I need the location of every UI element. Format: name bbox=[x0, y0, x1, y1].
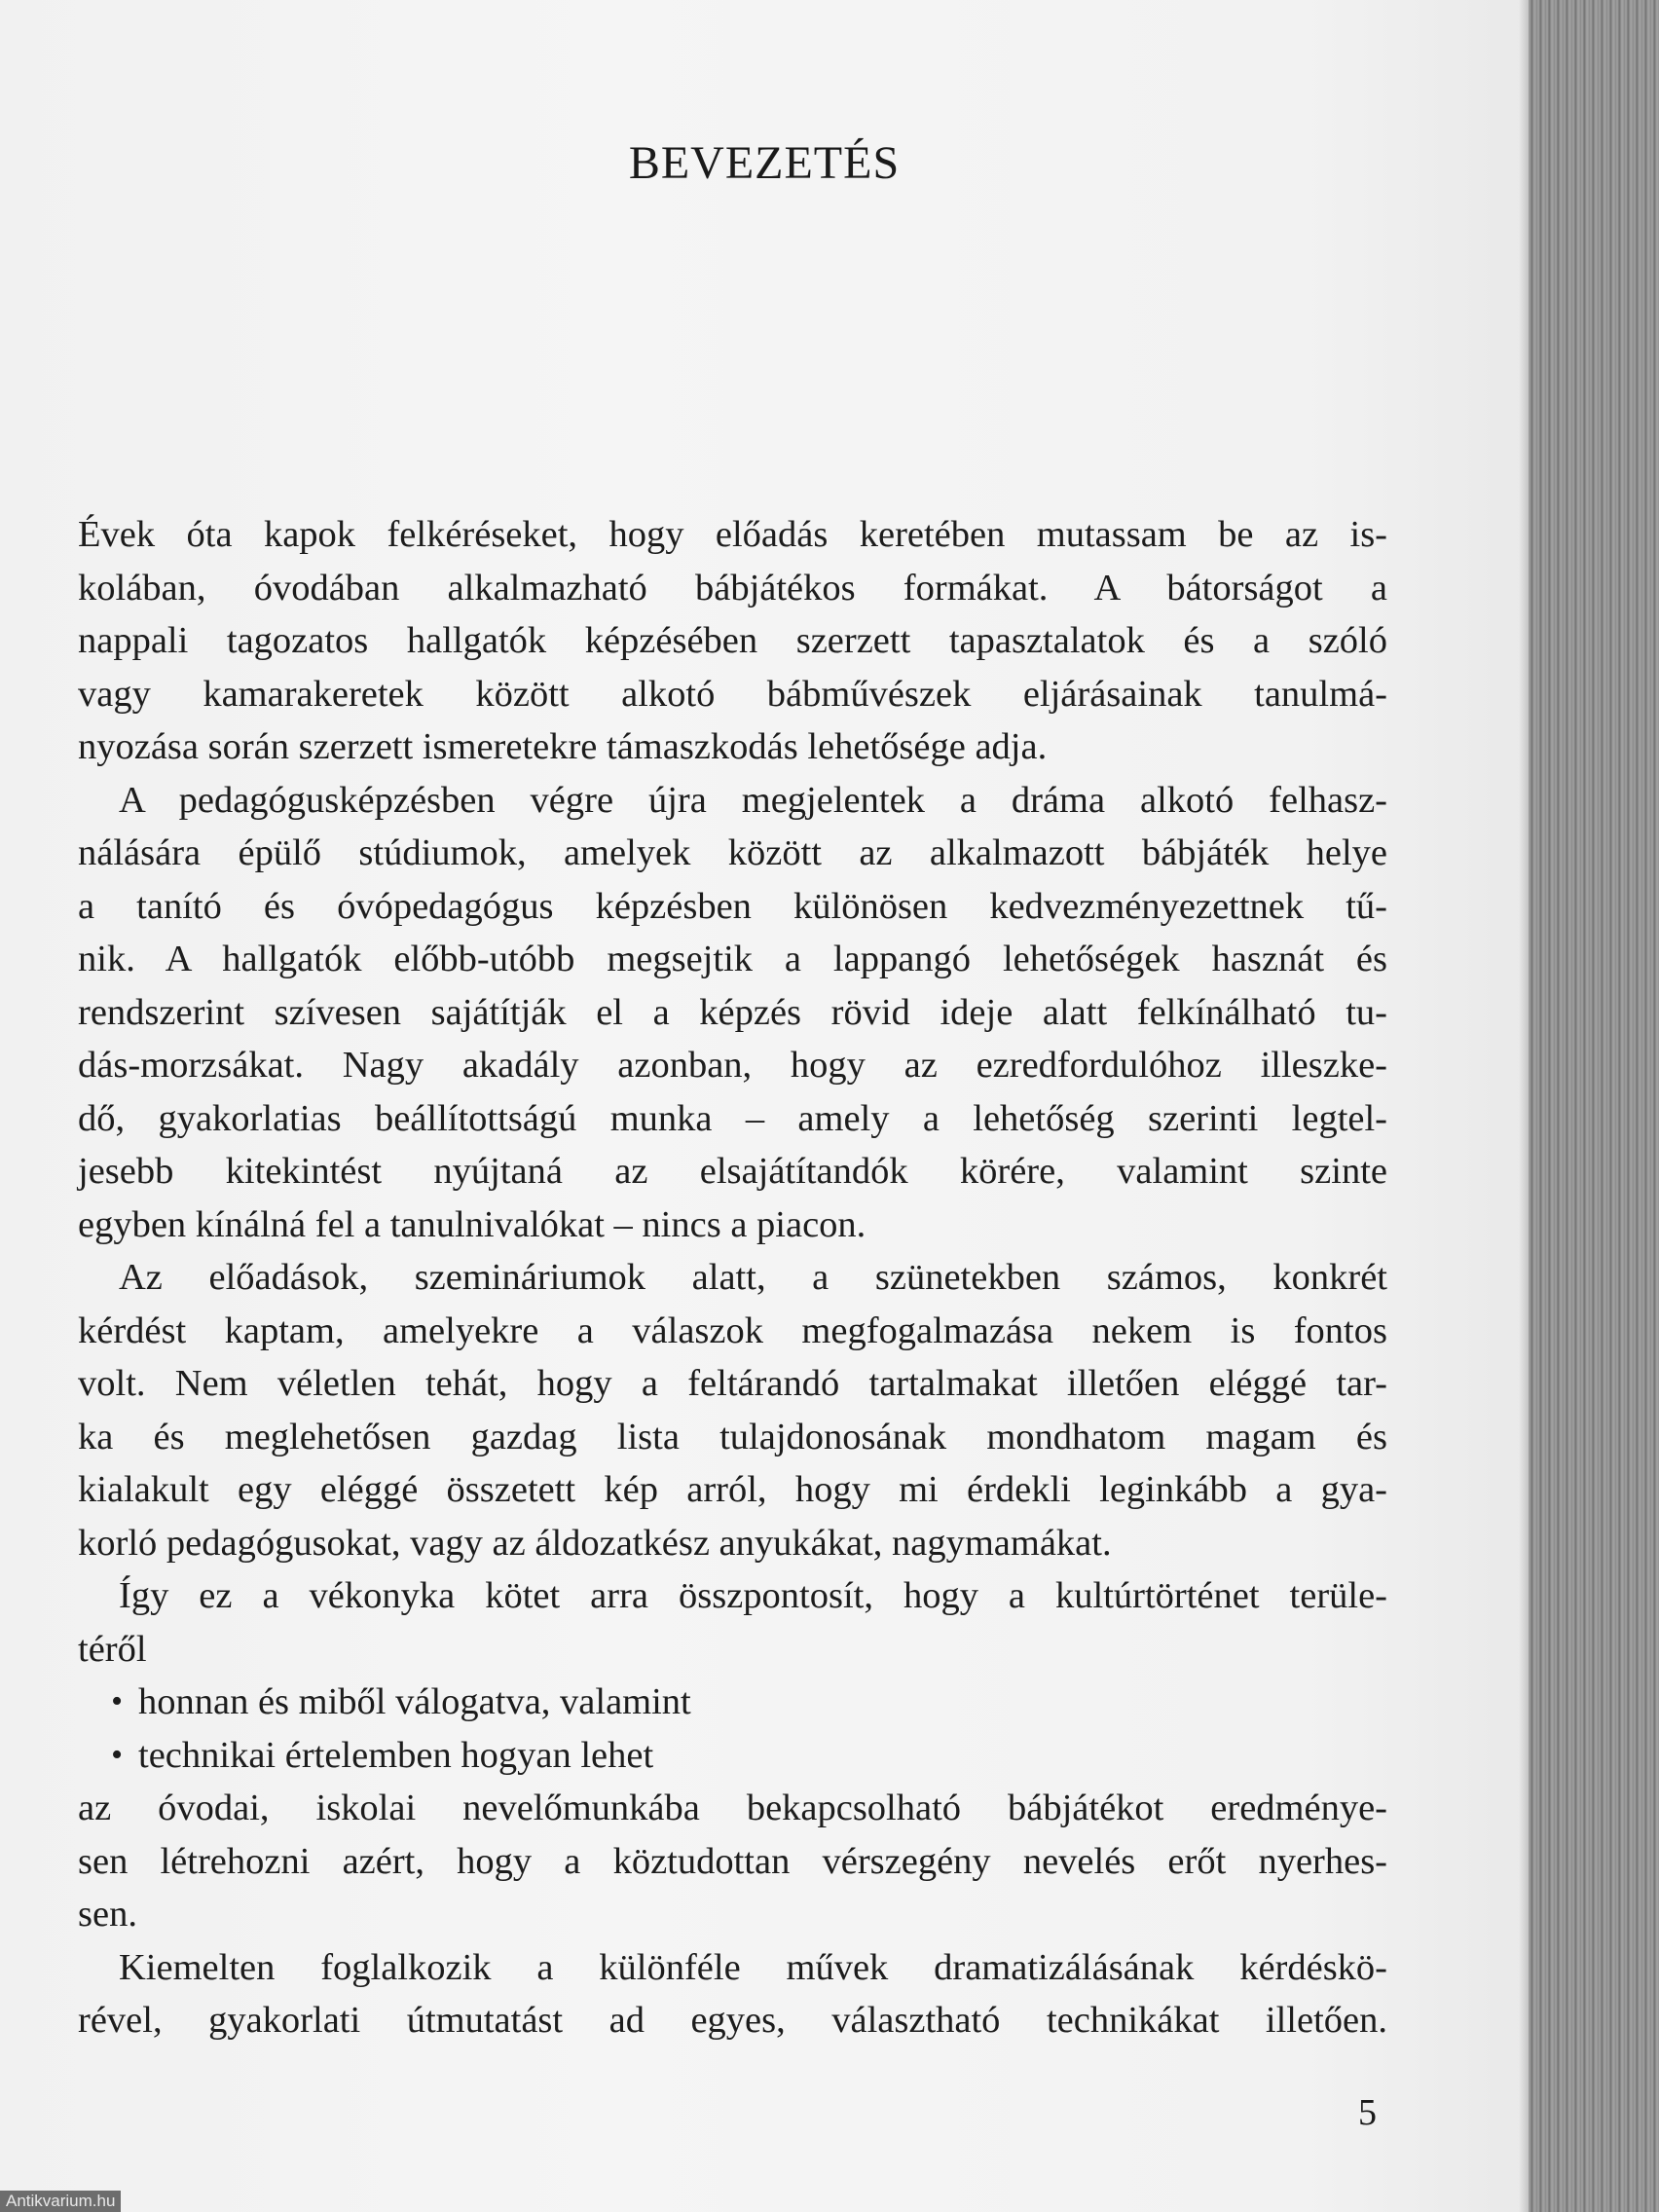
text-line: nik. A hallgatók előbb-utóbb megsejtik a lappangó lehetőségek hasznát és bbox=[78, 939, 1387, 979]
text-line: rével, gyakorlati útmutatást ad egyes, választható technikákat illetően. bbox=[78, 2000, 1387, 2041]
text-line: Az előadások, szemináriumok alatt, a szünetekben számos, konkrét bbox=[119, 1257, 1387, 1298]
text-line: rendszerint szívesen sajátítják el a képzés rövid ideje alatt felkínálható tu- bbox=[78, 991, 1387, 1033]
page-stack-edge bbox=[1529, 0, 1659, 2212]
paragraph-5 bbox=[78, 1782, 1387, 1941]
text-line: sen. bbox=[78, 1894, 137, 1935]
text-line: nappali tagozatos hallgatók képzésében szerzett tapasztalatok és a szóló bbox=[78, 620, 1387, 661]
text-line: a tanító és óvópedagógus képzésben különösen kedvezményezettnek tű- bbox=[78, 885, 1387, 927]
text-line: ka és meglehetősen gazdag lista tulajdonosának mondhatom magam és bbox=[78, 1416, 1387, 1457]
text-line: kolában, óvodában alkalmazható bábjátékos formákat. A bátorságot a bbox=[78, 567, 1387, 608]
text-line: kérdést kaptam, amelyekre a válaszok megfogalmazása nekem is fontos bbox=[78, 1309, 1387, 1351]
watermark: Antikvarium.hu bbox=[0, 2191, 121, 2212]
bullet-item bbox=[78, 1729, 1387, 1783]
text-line: jesebb kitekintést nyújtaná az elsajátítandók körére, valamint szinte bbox=[78, 1151, 1387, 1192]
text-line: dő, gyakorlatias beállítottságú munka – amely a lehetőség szerinti legtel- bbox=[78, 1097, 1387, 1139]
text-line: az óvodai, iskolai nevelőmunkába bekapcsolható bábjátékot eredménye- bbox=[78, 1788, 1387, 1828]
bullet-list bbox=[78, 1676, 1387, 1782]
bullet-text: technikai értelemben hogyan lehet bbox=[138, 1734, 654, 1776]
text-line: A pedagógusképzésben végre újra megjelentek a dráma alkotó felhasz- bbox=[119, 779, 1387, 821]
paragraph-2 bbox=[78, 774, 1387, 1252]
bleed-through-text bbox=[1198, 146, 1490, 487]
page-number: 5 bbox=[1358, 2092, 1377, 2133]
bullet-text: honnan és miből válogatva, valamint bbox=[138, 1681, 691, 1722]
paragraph-3 bbox=[78, 1251, 1387, 1569]
paragraph-1 bbox=[78, 508, 1387, 774]
body-text bbox=[78, 508, 1387, 2047]
text-line: dás-morzsákat. Nagy akadály azonban, hogy az ezredfordulóhoz illeszke- bbox=[78, 1045, 1387, 1086]
text-line: Évek óta kapok felkéréseket, hogy előadás keretében mutassam be az is- bbox=[78, 514, 1387, 555]
text-line: egyben kínálná fel a tanulnivalókat – nincs a piacon. bbox=[78, 1203, 866, 1245]
text-line: nyozása során szerzett ismeretekre támaszkodás lehetősége adja. bbox=[78, 726, 1048, 767]
bullet-item bbox=[78, 1676, 1387, 1729]
paragraph-4 bbox=[78, 1569, 1387, 1676]
text-line: kialakult egy eléggé összetett kép arról, hogy mi érdekli leginkább a gya- bbox=[78, 1469, 1387, 1510]
text-line: sen létrehozni azért, hogy a köztudottan vérszegény nevelés erőt nyerhes- bbox=[78, 1840, 1387, 1882]
text-line: vagy kamarakeretek között alkotó bábművészek eljárásainak tanulmá- bbox=[78, 673, 1387, 715]
text-line: Így ez a vékonyka kötet arra összpontosít, hogy a kultúrtörténet terüle- bbox=[119, 1575, 1387, 1616]
text-line: nálására épülő stúdiumok, amelyek között az alkalmazott bábjáték helye bbox=[78, 832, 1387, 873]
text-line: volt. Nem véletlen tehát, hogy a feltárandó tartalmakat illetően eléggé tar- bbox=[78, 1363, 1387, 1404]
paragraph-6 bbox=[78, 1941, 1387, 2047]
text-line: Kiemelten foglalkozik a különféle művek dramatizálásának kérdéskö- bbox=[119, 1946, 1387, 1988]
chapter-heading: BEVEZETÉS bbox=[628, 137, 901, 189]
text-line: téről bbox=[78, 1628, 147, 1670]
text-line: korló pedagógusokat, vagy az áldozatkész anyukákat, nagymamákat. bbox=[78, 1522, 1112, 1564]
